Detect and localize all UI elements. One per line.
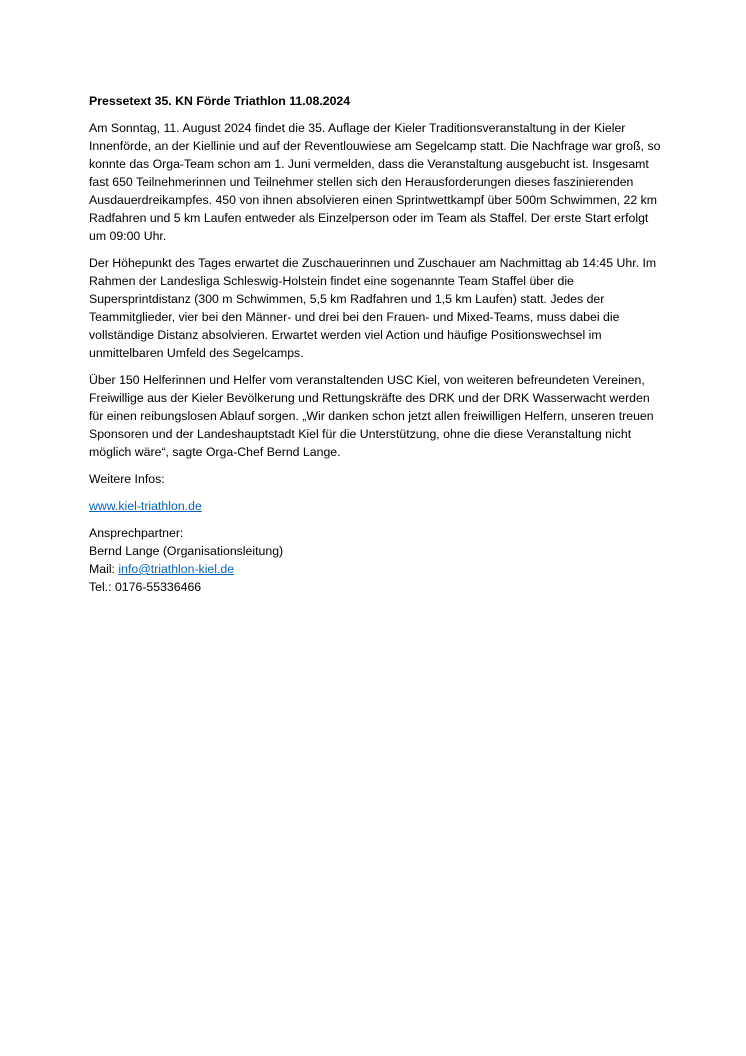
paragraph-helpers: Über 150 Helferinnen und Helfer vom veranstaltenden USC Kiel, von weiteren befreundeten Vereinen, Freiwillige aus der Kieler Bevölkerung und Rettungskräfte des DRK und der DRK Wasserwacht werden für einen reibungslosen Ablauf sorgen. „Wir danken schon jetzt allen freiwilligen Helfern, unseren treuen Sponsoren und der Landeshauptstadt Kiel für die Unterstützung, ohne die diese Veranstaltung nicht möglich wäre“, sagte Orga-Chef Bernd Lange. xyxy=(89,373,654,459)
contact-block xyxy=(89,524,667,596)
contact-mail-label: Mail: xyxy=(89,562,119,576)
contact-mail-line xyxy=(89,560,667,578)
paragraph-intro: Am Sonntag, 11. August 2024 findet die 35. Auflage der Kieler Traditionsveranstaltung in der Kieler Innenförde, an der Kiellinie und auf der Reventlouwiese am Segelcamp statt. Die Nachfrage war groß, so konnte das Orga-Team schon am 1. Juni vermelden, dass die Veranstaltung ausgebucht ist. Insgesamt fast 650 Teilnehmerinnen und Teilnehmer stellen sich den Herausforderungen dieses faszinierenden Ausdauerdreikampfes. 450 von ihnen absolvieren einen Sprintwettkampf über 500m Schwimmen, 22 km Radfahren und 5 km Laufen entweder als Einzelperson oder im Team als Staffel. Der erste Start erfolgt um 09:00 Uhr. xyxy=(89,121,661,243)
document-title: Pressetext 35. KN Förde Triathlon 11.08.2024 xyxy=(89,94,351,108)
contact-phone: Tel.: 0176-55336466 xyxy=(89,580,202,594)
contact-heading: Ansprechpartner: xyxy=(89,526,184,540)
more-info-label: Weitere Infos: xyxy=(89,472,165,486)
document-page xyxy=(89,92,667,596)
website-link[interactable]: www.kiel-triathlon.de xyxy=(89,499,202,513)
paragraph-highlight: Der Höhepunkt des Tages erwartet die Zuschauerinnen und Zuschauer am Nachmittag ab 14:45 Uhr. Im Rahmen der Landesliga Schleswig-Holstein findet eine sogenannte Team Staffel über die Supersprintdistanz (300 m Schwimmen, 5,5 km Radfahren und 1,5 km Laufen) statt. Jedes der Teammitglieder, vier bei den Männer- und drei bei den Frauen- und Mixed-Teams, muss dabei die vollständige Distanz absolvieren. Erwartet werden viel Action und häufige Positionswechsel im unmittelbaren Umfeld des Segelcamps. xyxy=(89,256,657,360)
contact-name: Bernd Lange (Organisationsleitung) xyxy=(89,544,284,558)
contact-mail-link[interactable]: info@triathlon-kiel.de xyxy=(118,562,235,576)
website-paragraph xyxy=(89,497,667,515)
